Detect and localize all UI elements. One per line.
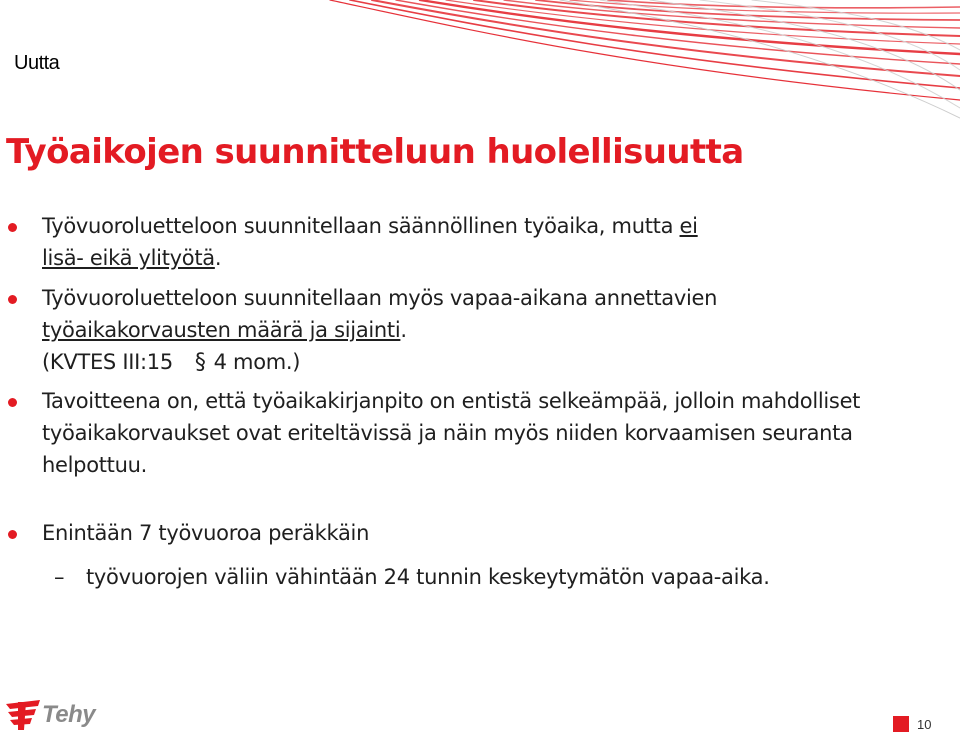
page-number: 10 — [917, 717, 932, 732]
bullet-2-period: . — [400, 318, 407, 342]
decorative-swoosh-lines — [0, 0, 960, 140]
bullet-2-underlined-compensation: työaikakorvausten määrä ja sijainti — [42, 318, 401, 342]
bullet-dot-icon — [8, 295, 17, 304]
bullet-1-underlined-overtime: lisä- eikä ylityötä — [42, 246, 215, 270]
slide-tag: Uutta — [14, 52, 60, 74]
sub-bullet-item — [0, 561, 866, 593]
slide-title: Työaikojen suunnitteluun huolellisuutta — [6, 132, 744, 172]
bullet-item-3 — [0, 385, 882, 481]
bullet-item-1 — [0, 210, 882, 274]
slide-content — [0, 210, 960, 593]
bullet-2-reference-end: 4 mom.) — [213, 350, 301, 374]
bullet-dot-icon — [8, 530, 17, 539]
bullet-dot-icon — [8, 223, 17, 232]
bullet-2-text: Työvuoroluetteloon suunnitellaan myös vapaa-aikana annettavien — [42, 286, 718, 310]
section-sign-icon: § — [194, 350, 206, 375]
bullet-item-4 — [0, 517, 882, 549]
bullet-dot-icon — [8, 398, 17, 407]
bullet-3-text: Tavoitteena on, että työaikakirjanpito on entistä selkeämpää, jolloin mahdolliset työaikakorvaukset ovat eriteltävissä ja näin myös niiden korvaamisen seuranta helpottuu. — [42, 389, 861, 477]
bullet-1-underlined-ei: ei — [679, 214, 698, 238]
logo-text: Tehy — [42, 701, 96, 728]
bullet-1-text: Työvuoroluetteloon suunnitellaan säännöllinen työaika, mutta — [42, 214, 680, 238]
bullet-1-period: . — [214, 246, 222, 270]
page-marker-square — [893, 716, 909, 732]
bullet-4-text: Enintään 7 työvuoroa peräkkäin — [42, 521, 370, 545]
dash-bullet-icon: – — [54, 565, 65, 589]
bullet-2-reference: (KVTES III:15 — [42, 350, 173, 374]
bullet-item-2 — [0, 282, 882, 379]
sub-bullet-text: työvuorojen väliin vähintään 24 tunnin keskeytymätön vapaa-aika. — [86, 565, 770, 589]
